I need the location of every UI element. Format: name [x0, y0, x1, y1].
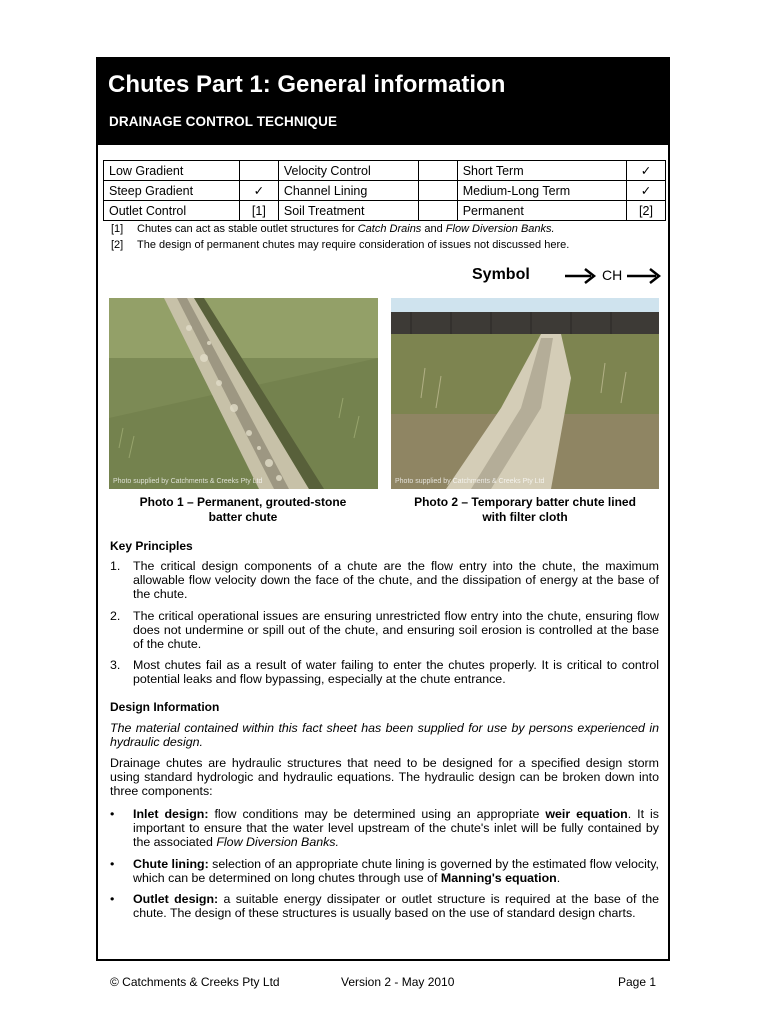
table-cell: Velocity Control [278, 161, 418, 181]
table-cell: Short Term [457, 161, 626, 181]
table-row [104, 201, 666, 221]
design-info-intro: The material contained within this fact sheet has been supplied for use by persons experienced in hydraulic design. [110, 721, 659, 749]
table-cell: Outlet Control [104, 201, 240, 221]
table-cell-mark: [2] [627, 201, 666, 221]
photo-credit: Photo supplied by Catchments & Creeks Pty Ltd [395, 478, 545, 485]
table-cell: Low Gradient [104, 161, 240, 181]
list-item: • Outlet design: a suitable energy dissipater or outlet structure is required at the base of the chute. The design of these structures is usually based on the use of standard design charts. [110, 892, 659, 920]
page-title: Chutes Part 1: General information [108, 71, 506, 98]
table-cell-mark: ✓ [627, 161, 666, 181]
design-info-paragraph: Drainage chutes are hydraulic structures that need to be designed for a specified design storm using standard hydrologic and hydraulic equations. The hydraulic design can be broken down into three components: [110, 756, 659, 798]
table-cell-mark [239, 161, 278, 181]
table-cell-mark [418, 161, 457, 181]
photo-1-caption: Photo 1 – Permanent, grouted-stone batter chute [139, 495, 347, 524]
classification-table [103, 160, 666, 221]
symbol-code: CH [602, 267, 623, 283]
footer-version: Version 2 - May 2010 [341, 975, 455, 989]
list-item: 1. The critical design components of a chute are the flow entry into the chute, the maximum allowable flow velocity down the face of the chute, and the dissipation of energy at the base of the chute. [110, 559, 659, 601]
list-item: • Chute lining: selection of an appropriate chute lining is governed by the estimated flow velocity, which can be determined on long chutes through use of Manning's equation. [110, 857, 659, 885]
table-cell-mark [418, 181, 457, 201]
table-cell-mark: ✓ [239, 181, 278, 201]
page-subtitle: DRAINAGE CONTROL TECHNIQUE [109, 114, 338, 129]
footnote-1: [1] Chutes can act as stable outlet structures for Catch Drains and Flow Diversion Banks. [111, 223, 555, 235]
photo-2 [391, 298, 659, 489]
table-cell: Permanent [457, 201, 626, 221]
table-cell-mark: ✓ [627, 181, 666, 201]
table-cell-mark: [1] [239, 201, 278, 221]
symbol-graphic [563, 264, 661, 288]
table-row [104, 181, 666, 201]
table-cell-mark [418, 201, 457, 221]
table-cell: Steep Gradient [104, 181, 240, 201]
footnote-2: [2] The design of permanent chutes may require consideration of issues not discussed here. [111, 239, 570, 251]
design-info-heading: Design Information [110, 700, 220, 714]
list-item: 2. The critical operational issues are ensuring unrestricted flow entry into the chute, ensuring flow does not undermine or spill out of the chute, and ensuring soil erosion is controlled at the base of the chute. [110, 609, 659, 651]
table-row [104, 161, 666, 181]
list-item: 3. Most chutes fail as a result of water failing to enter the chutes properly. It is critical to control potential leaks and flow bypassing, especially at the chute entrance. [110, 658, 659, 686]
table-cell: Medium-Long Term [457, 181, 626, 201]
table-cell: Soil Treatment [278, 201, 418, 221]
photo-1 [109, 298, 378, 489]
footer-copyright: © Catchments & Creeks Pty Ltd [110, 975, 280, 989]
symbol-label: Symbol [472, 266, 530, 283]
table-cell: Channel Lining [278, 181, 418, 201]
header-banner [98, 59, 668, 145]
list-item: • Inlet design: flow conditions may be determined using an appropriate weir equation. It is important to ensure that the water level upstream of the chute's inlet will be fully contained by the associated Flow Diversion Banks. [110, 807, 659, 849]
key-principles-heading: Key Principles [110, 539, 193, 553]
photo-credit: Photo supplied by Catchments & Creeks Pty Ltd [113, 478, 263, 485]
photo-2-caption: Photo 2 – Temporary batter chute lined with filter cloth [414, 495, 636, 524]
footer-page-number: Page 1 [618, 975, 657, 989]
